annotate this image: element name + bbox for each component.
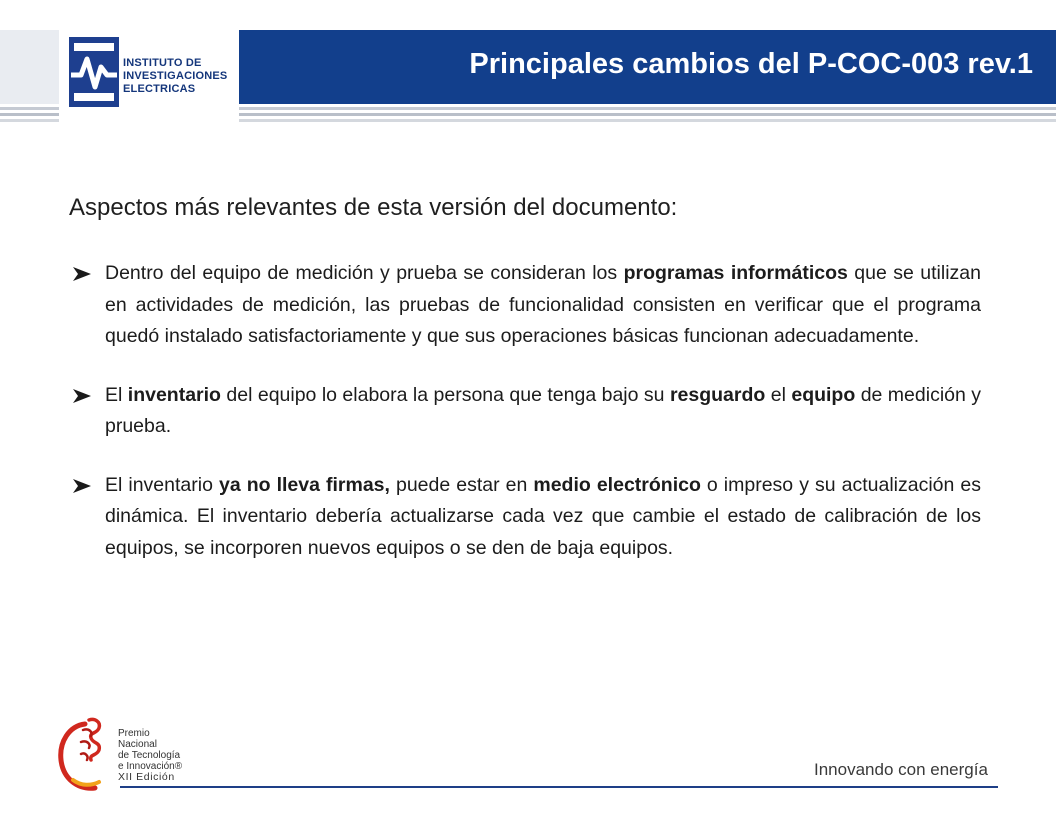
award-line-4: e Innovación® xyxy=(118,761,183,772)
bullet-bold-segment: inventario xyxy=(127,383,221,406)
bullet-item xyxy=(72,470,981,565)
bullet-bold-segment: resguardo xyxy=(669,383,766,406)
iie-logo xyxy=(59,19,237,124)
bullet-segment: Dentro del equipo de medición y prueba se consideran los xyxy=(105,262,624,284)
footer-divider xyxy=(120,786,998,788)
iie-logo-text xyxy=(123,57,227,96)
bullet-segment: de medición y prueba. xyxy=(105,383,982,437)
award-line-3: de Tecnología xyxy=(118,750,181,761)
logo-line-1: INSTITUTO DE xyxy=(123,57,202,69)
bullet-segment: El xyxy=(105,383,128,406)
bullet-text xyxy=(105,384,981,438)
bullet-segment: El inventario xyxy=(105,473,219,496)
iie-logo-icon xyxy=(69,37,119,107)
bullet-bold-segment: ya no lleva firmas, xyxy=(218,473,390,496)
bullet-segment: del equipo lo elabora la persona que tenga bajo su xyxy=(220,383,670,406)
bullet-segment: puede estar en xyxy=(389,473,534,496)
header-stripes xyxy=(239,107,1056,127)
slide-title: Principales cambios del P-COC-003 rev.1 xyxy=(469,48,1033,80)
arrow-bullet-icon xyxy=(72,387,92,405)
bullet-segment: que se utilizan en actividades de medición, las pruebas de funcionalidad consisten en verificar que el programa quedó instalado satisfactoriamente y que sus operaciones básicas funcionan adecuadamente. xyxy=(105,262,981,347)
bullet-segment: o impreso y su actualización es dinámica. El inventario debería actualizarse cada vez que cambie el estado de calibración de los equipos, se incorporen nuevos equipos o se den de baja equipos. xyxy=(105,473,981,559)
section-heading: Aspectos más relevantes de esta versión del documento: xyxy=(69,194,678,221)
logo-line-3: ELECTRICAS xyxy=(123,83,196,95)
logo-line-2: INVESTIGACIONES xyxy=(123,70,228,82)
bullet-bold-segment: programas informáticos xyxy=(623,262,848,284)
bullet-bold-segment: equipo xyxy=(791,383,856,406)
arrow-bullet-icon xyxy=(72,265,92,283)
bullet-text xyxy=(105,262,981,347)
award-logo xyxy=(55,716,205,796)
bullet-bold-segment: medio electrónico xyxy=(533,473,701,496)
header-left-decoration xyxy=(0,0,59,130)
bullet-segment: el xyxy=(765,383,792,406)
bullet-item xyxy=(72,258,981,353)
bullet-item xyxy=(72,380,981,443)
bullet-list xyxy=(72,258,981,591)
arrow-bullet-icon xyxy=(72,477,92,495)
award-line-2: Nacional xyxy=(118,739,157,750)
bullet-text xyxy=(105,474,981,559)
award-text xyxy=(118,728,182,783)
slide-header xyxy=(0,0,1056,130)
award-edition: XII Edición xyxy=(118,771,175,783)
footer-tagline: Innovando con energía xyxy=(814,760,988,779)
award-line-1: Premio xyxy=(118,728,150,739)
award-emblem-icon xyxy=(55,716,117,794)
